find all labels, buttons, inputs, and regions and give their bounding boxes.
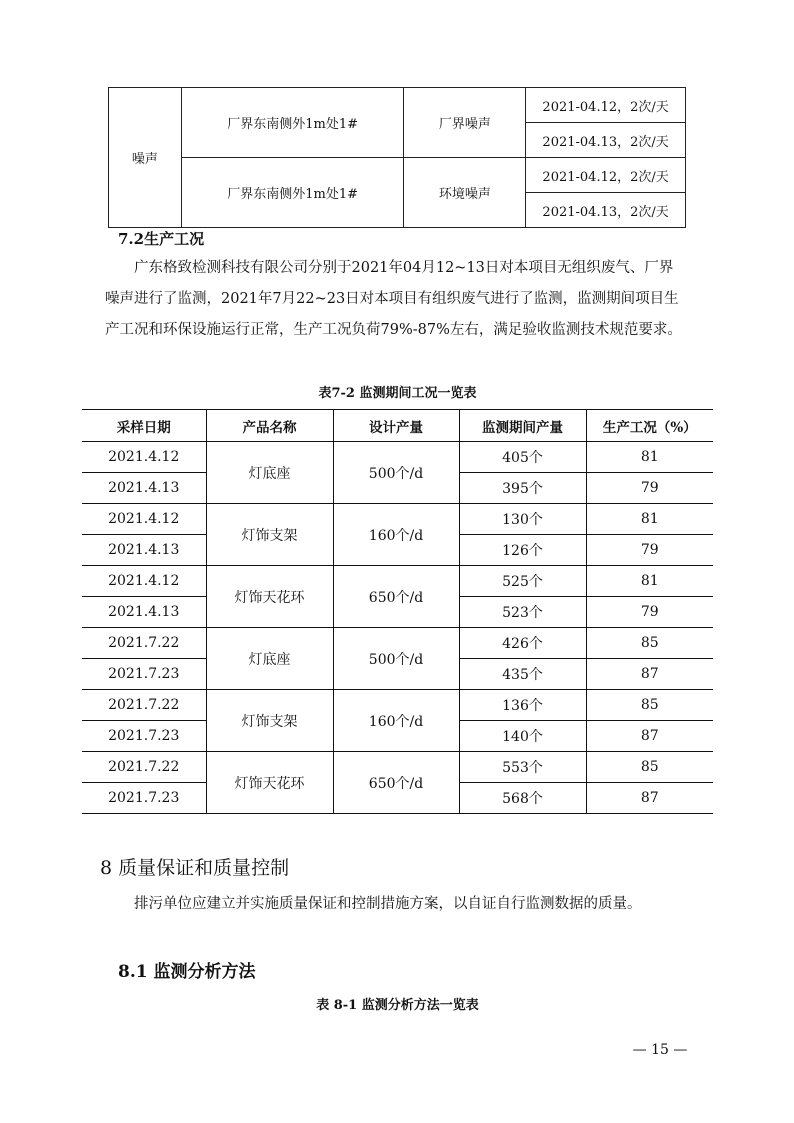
load-percent-cell: 87 [586, 659, 713, 690]
load-percent-cell: 87 [586, 721, 713, 752]
monitoring-output-cell: 553个 [459, 752, 586, 783]
noise-location-cell: 厂界东南侧外1m处1# [181, 158, 404, 228]
header-sampling-date: 采样日期 [82, 410, 206, 442]
load-percent-cell: 81 [586, 504, 713, 535]
load-percent-cell: 85 [586, 752, 713, 783]
load-percent-cell: 79 [586, 535, 713, 566]
production-conditions-table [82, 409, 713, 814]
table-row [82, 752, 713, 783]
load-percent-cell: 81 [586, 566, 713, 597]
noise-location-cell: 厂界东南侧外1m处1# [181, 88, 404, 158]
load-percent-cell: 87 [586, 783, 713, 814]
header-design-output: 设计产量 [333, 410, 459, 442]
sampling-date-cell: 2021.4.12 [82, 504, 206, 535]
section-8-1-heading: 8.1 监测分析方法 [118, 962, 256, 982]
section-7-2-paragraph: 广东格致检测科技有限公司分别于2021年04月12~13日对本项目无组织废气、厂界噪声进行了监测，2021年7月22~23日对本项目有组织废气进行了监测，监测期间项目生产工况和环保设施运行正常，生产工况负荷79%-87%左右，满足验收监测技术规范要求。 [105, 260, 682, 338]
design-output-cell: 650个/d [333, 566, 459, 628]
design-output-cell: 650个/d [333, 752, 459, 814]
noise-type-cell: 环境噪声 [404, 158, 526, 228]
product-name-cell: 灯饰支架 [206, 504, 333, 566]
page-number: — 15 — [632, 1042, 688, 1058]
sampling-date-cell: 2021.7.23 [82, 721, 206, 752]
product-name-cell: 灯底座 [206, 442, 333, 504]
sampling-date-cell: 2021.4.12 [82, 442, 206, 473]
table-row [109, 88, 686, 123]
product-name-cell: 灯饰天花环 [206, 752, 333, 814]
header-product-name: 产品名称 [206, 410, 333, 442]
header-monitoring-output: 监测期间产量 [459, 410, 586, 442]
monitoring-output-cell: 405个 [459, 442, 586, 473]
noise-date-cell: 2021-04.12，2次/天 [526, 158, 686, 193]
noise-date-cell: 2021-04.12，2次/天 [526, 88, 686, 123]
monitoring-output-cell: 136个 [459, 690, 586, 721]
load-percent-cell: 79 [586, 473, 713, 504]
section-8-paragraph: 排污单位应建立并实施质量保证和控制措施方案，以自证自行监测数据的质量。 [134, 896, 642, 912]
monitoring-output-cell: 435个 [459, 659, 586, 690]
noise-monitoring-table [108, 87, 686, 228]
product-name-cell: 灯底座 [206, 628, 333, 690]
noise-date-cell: 2021-04.13，2次/天 [526, 193, 686, 228]
sampling-date-cell: 2021.4.13 [82, 535, 206, 566]
table-7-2-caption: 表7-2 监测期间工况一览表 [318, 386, 477, 401]
product-name-cell: 灯饰天花环 [206, 566, 333, 628]
load-percent-cell: 79 [586, 597, 713, 628]
sampling-date-cell: 2021.7.23 [82, 783, 206, 814]
monitoring-output-cell: 568个 [459, 783, 586, 814]
table-row [82, 566, 713, 597]
design-output-cell: 500个/d [333, 628, 459, 690]
table-row [82, 442, 713, 473]
table-8-1-caption: 表 8-1 监测分析方法一览表 [316, 998, 479, 1013]
production-table-body [82, 442, 713, 814]
noise-type-cell: 厂界噪声 [404, 88, 526, 158]
product-name-cell: 灯饰支架 [206, 690, 333, 752]
sampling-date-cell: 2021.4.13 [82, 597, 206, 628]
table-row [82, 690, 713, 721]
monitoring-output-cell: 140个 [459, 721, 586, 752]
monitoring-output-cell: 126个 [459, 535, 586, 566]
monitoring-output-cell: 426个 [459, 628, 586, 659]
sampling-date-cell: 2021.4.13 [82, 473, 206, 504]
load-percent-cell: 85 [586, 690, 713, 721]
header-load-percent: 生产工况（%） [586, 410, 713, 442]
load-percent-cell: 85 [586, 628, 713, 659]
monitoring-output-cell: 523个 [459, 597, 586, 628]
noise-category-cell: 噪声 [109, 88, 182, 228]
sampling-date-cell: 2021.7.22 [82, 752, 206, 783]
noise-date-cell: 2021-04.13，2次/天 [526, 123, 686, 158]
design-output-cell: 500个/d [333, 442, 459, 504]
table-header-row [82, 410, 713, 442]
sampling-date-cell: 2021.7.22 [82, 628, 206, 659]
design-output-cell: 160个/d [333, 690, 459, 752]
load-percent-cell: 81 [586, 442, 713, 473]
table-row [82, 504, 713, 535]
section-7-2-heading: 7.2生产工况 [118, 230, 205, 248]
sampling-date-cell: 2021.7.22 [82, 690, 206, 721]
table-row [109, 158, 686, 193]
design-output-cell: 160个/d [333, 504, 459, 566]
monitoring-output-cell: 130个 [459, 504, 586, 535]
table-row [82, 628, 713, 659]
monitoring-output-cell: 395个 [459, 473, 586, 504]
sampling-date-cell: 2021.7.23 [82, 659, 206, 690]
monitoring-output-cell: 525个 [459, 566, 586, 597]
section-8-heading: 8 质量保证和质量控制 [100, 857, 290, 879]
sampling-date-cell: 2021.4.12 [82, 566, 206, 597]
